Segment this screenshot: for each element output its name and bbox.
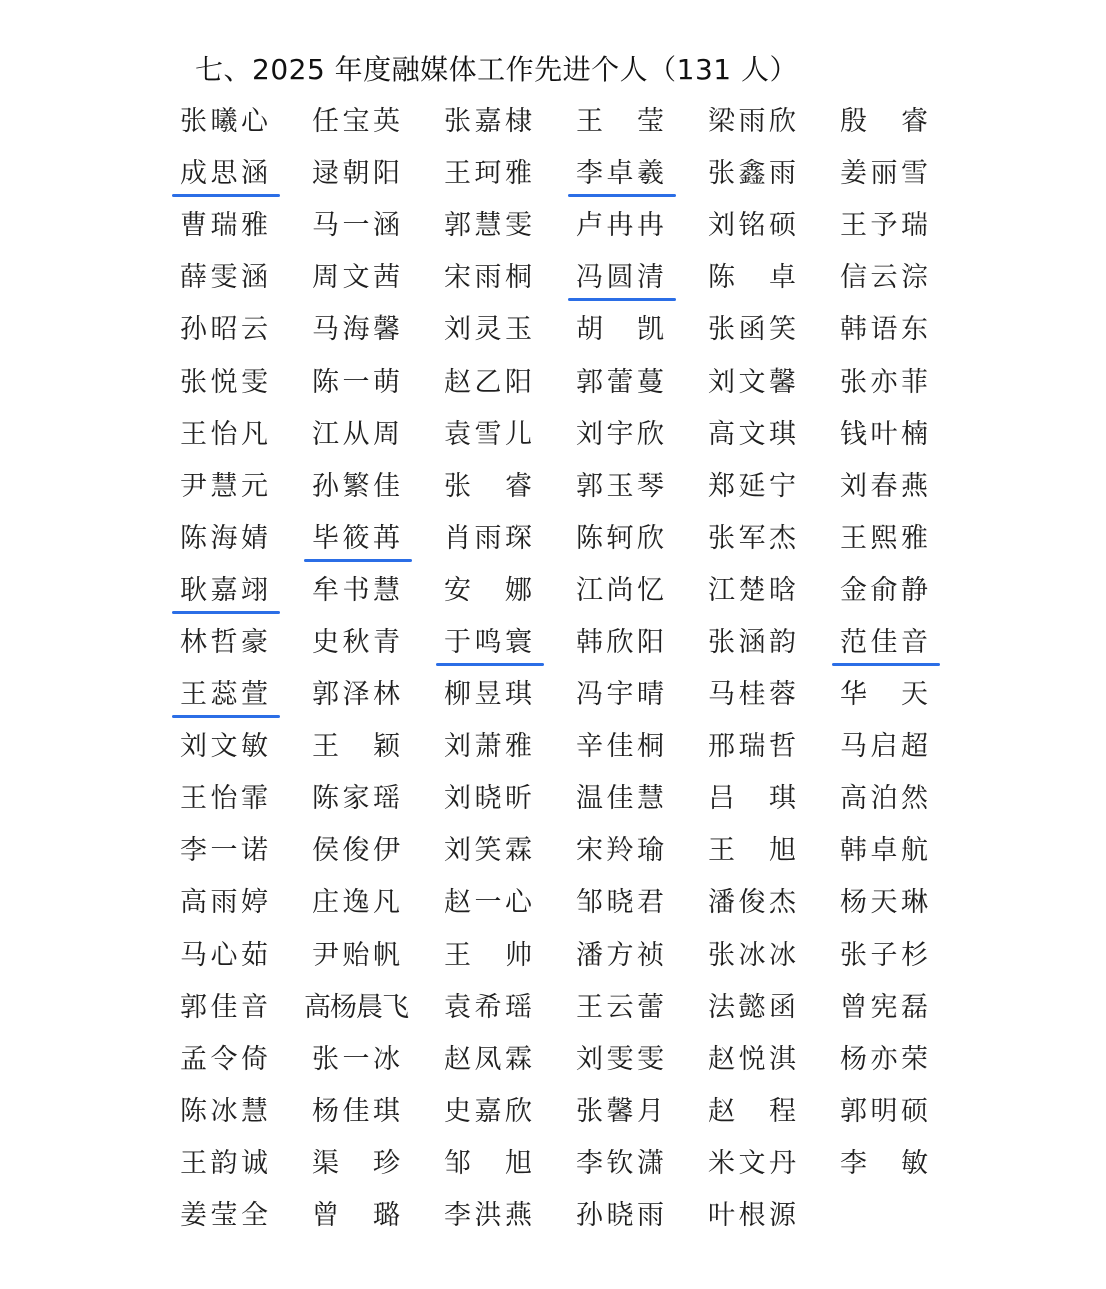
- person-name: 张鑫雨: [708, 158, 796, 190]
- person-name: 宋羚瑜: [576, 835, 664, 867]
- name-cell: [172, 565, 304, 617]
- person-name: 温佳慧: [576, 783, 664, 815]
- name-cell: [172, 1034, 304, 1086]
- name-cell: [568, 669, 700, 721]
- person-name: 王蕊萱: [180, 679, 268, 711]
- name-cell: [436, 1190, 568, 1242]
- person-name: 肖雨琛: [444, 522, 532, 554]
- person-name: 陈家瑶: [312, 783, 400, 815]
- name-cell: [436, 825, 568, 877]
- person-name: 尹贻帆: [312, 939, 400, 971]
- person-name: 刘春燕: [840, 470, 928, 502]
- person-name: 刘萧雅: [444, 731, 532, 763]
- name-cell: [832, 773, 952, 825]
- person-name: 刘雯雯: [576, 1043, 664, 1075]
- name-cell: [304, 96, 436, 148]
- person-name: 庄逸凡: [312, 887, 400, 919]
- name-cell: [700, 148, 832, 200]
- name-cell: [304, 513, 436, 565]
- person-name: 曾璐: [312, 1200, 400, 1232]
- name-cell: [568, 773, 700, 825]
- person-name: 邹旭: [444, 1147, 532, 1179]
- person-name: 江楚晗: [708, 574, 796, 606]
- name-cell: [436, 1034, 568, 1086]
- name-cell: [172, 200, 304, 252]
- person-name: 王珂雅: [444, 158, 532, 190]
- person-name: 马心茹: [180, 939, 268, 971]
- person-name: 韩语东: [840, 314, 928, 346]
- person-name: 宋雨桐: [444, 262, 532, 294]
- person-name: 李洪燕: [444, 1200, 532, 1232]
- person-name: 张馨月: [576, 1095, 664, 1127]
- person-name: 郭明硕: [840, 1095, 928, 1127]
- name-cell: [436, 356, 568, 408]
- person-name: 吕琪: [708, 783, 796, 815]
- person-name: 郭慧雯: [444, 210, 532, 242]
- person-name: 王熙雅: [840, 522, 928, 554]
- highlight-underline: [172, 611, 280, 614]
- person-name: 刘笑霖: [444, 835, 532, 867]
- person-name: 孙昭云: [180, 314, 268, 346]
- name-cell: [172, 1138, 304, 1190]
- highlight-underline: [568, 194, 676, 197]
- name-cell: [700, 461, 832, 513]
- name-cell: [832, 721, 952, 773]
- name-cell: [304, 356, 436, 408]
- name-cell: [436, 721, 568, 773]
- name-cell: [700, 1034, 832, 1086]
- person-name: 胡凯: [576, 314, 664, 346]
- name-cell: [568, 461, 700, 513]
- person-name: 潘俊杰: [708, 887, 796, 919]
- name-cell: [568, 930, 700, 982]
- name-cell: [700, 304, 832, 356]
- name-cell: [304, 200, 436, 252]
- person-name: 法懿函: [708, 991, 796, 1023]
- name-cell: [304, 1086, 436, 1138]
- name-cell: [832, 461, 952, 513]
- name-cell: [700, 773, 832, 825]
- person-name: 邢瑞哲: [708, 731, 796, 763]
- highlight-underline: [172, 715, 280, 718]
- name-cell: [436, 982, 568, 1034]
- person-name: 袁希瑶: [444, 991, 532, 1023]
- person-name: 张一冰: [312, 1043, 400, 1075]
- name-cell: [172, 304, 304, 356]
- name-cell: [568, 617, 700, 669]
- name-cell: [568, 304, 700, 356]
- person-name: 王怡凡: [180, 418, 268, 450]
- person-name: 殷睿: [840, 106, 928, 138]
- name-cell: [700, 565, 832, 617]
- person-name: 马桂蓉: [708, 679, 796, 711]
- person-name: 王莹: [576, 106, 664, 138]
- person-name: 赵凤霖: [444, 1043, 532, 1075]
- name-cell: [304, 669, 436, 721]
- name-cell: [832, 930, 952, 982]
- person-name: 钱叶楠: [840, 418, 928, 450]
- person-name: 杨佳琪: [312, 1095, 400, 1127]
- name-cell: [304, 773, 436, 825]
- document-title: 七、2025 年度融媒体工作先进个人（131 人）: [195, 53, 799, 86]
- person-name: 周文茜: [312, 262, 400, 294]
- person-name: 薛雯涵: [180, 262, 268, 294]
- name-cell: [172, 669, 304, 721]
- person-name: 侯俊伊: [312, 835, 400, 867]
- person-name: 辛佳桐: [576, 731, 664, 763]
- person-name: 孟令倚: [180, 1043, 268, 1075]
- person-name: 刘文馨: [708, 366, 796, 398]
- person-name: 牟书慧: [312, 574, 400, 606]
- name-cell: [568, 356, 700, 408]
- person-name: 刘晓昕: [444, 783, 532, 815]
- name-cell: [304, 409, 436, 461]
- person-name: 江从周: [312, 418, 400, 450]
- person-name: 陈海婧: [180, 522, 268, 554]
- person-name: 任宝英: [312, 106, 400, 138]
- name-cell: [172, 825, 304, 877]
- person-name: 刘文敏: [180, 731, 268, 763]
- person-name: 赵悦淇: [708, 1043, 796, 1075]
- person-name: 范佳音: [840, 626, 928, 658]
- name-cell: [172, 930, 304, 982]
- name-cell: [700, 513, 832, 565]
- person-name: 叶根源: [708, 1200, 796, 1232]
- person-name: 陈冰慧: [180, 1095, 268, 1127]
- person-name: 林哲豪: [180, 626, 268, 658]
- name-cell: [568, 1138, 700, 1190]
- name-cell: [172, 877, 304, 929]
- highlight-underline: [172, 194, 280, 197]
- highlight-underline: [304, 559, 412, 562]
- name-cell: [568, 252, 700, 304]
- person-name: 孙晓雨: [576, 1200, 664, 1232]
- person-name: 郭泽林: [312, 679, 400, 711]
- name-cell: [436, 565, 568, 617]
- highlight-underline: [568, 298, 676, 301]
- person-name: 高泊然: [840, 783, 928, 815]
- person-name: 王旭: [708, 835, 796, 867]
- person-name: 陈一萌: [312, 366, 400, 398]
- name-cell: [832, 96, 952, 148]
- name-cell: [436, 513, 568, 565]
- name-cell: [304, 252, 436, 304]
- person-name: 张子杉: [840, 939, 928, 971]
- name-cell: [700, 930, 832, 982]
- name-cell: [700, 617, 832, 669]
- person-name: 卢冉冉: [576, 210, 664, 242]
- person-name: 耿嘉翊: [180, 574, 268, 606]
- name-cell: [832, 148, 952, 200]
- person-name: 张涵韵: [708, 626, 796, 658]
- person-name: 华天: [840, 679, 928, 711]
- name-cell: [172, 773, 304, 825]
- name-cell: [304, 825, 436, 877]
- name-cell: [700, 982, 832, 1034]
- person-name: 马海馨: [312, 314, 400, 346]
- name-cell: [832, 356, 952, 408]
- name-cell: [832, 252, 952, 304]
- name-cell: [700, 669, 832, 721]
- name-cell: [832, 304, 952, 356]
- person-name: 柳昱琪: [444, 679, 532, 711]
- name-cell: [436, 930, 568, 982]
- person-name: 姜丽雪: [840, 158, 928, 190]
- name-cell: [436, 96, 568, 148]
- person-name: 张悦雯: [180, 366, 268, 398]
- name-cell: [304, 461, 436, 513]
- name-cell: [172, 461, 304, 513]
- name-cell: [436, 461, 568, 513]
- name-cell: [568, 1034, 700, 1086]
- person-name: 李敏: [840, 1147, 928, 1179]
- name-cell: [700, 825, 832, 877]
- person-name: 赵一心: [444, 887, 532, 919]
- person-name: 史嘉欣: [444, 1095, 532, 1127]
- person-name: 赵乙阳: [444, 366, 532, 398]
- person-name: 张亦菲: [840, 366, 928, 398]
- person-name: 陈卓: [708, 262, 796, 294]
- person-name: 杨天琳: [840, 887, 928, 919]
- name-cell: [832, 1138, 952, 1190]
- name-cell: [304, 877, 436, 929]
- name-cell: [568, 877, 700, 929]
- person-name: 郭佳音: [180, 991, 268, 1023]
- person-name: 郑延宁: [708, 470, 796, 502]
- name-cell: [436, 252, 568, 304]
- person-name: 刘灵玉: [444, 314, 532, 346]
- name-cell: [304, 1138, 436, 1190]
- name-cell: [832, 200, 952, 252]
- person-name: 王韵诚: [180, 1147, 268, 1179]
- person-name: 逯朝阳: [312, 158, 400, 190]
- person-name: 刘铭硕: [708, 210, 796, 242]
- highlight-underline: [436, 663, 544, 666]
- name-cell: [568, 825, 700, 877]
- name-cell: [436, 304, 568, 356]
- person-name: 杨亦荣: [840, 1043, 928, 1075]
- person-name: 史秋青: [312, 626, 400, 658]
- person-name: 冯宇晴: [576, 679, 664, 711]
- person-name: 赵程: [708, 1095, 796, 1127]
- name-cell: [832, 409, 952, 461]
- person-name: 潘方祯: [576, 939, 664, 971]
- name-cell: [700, 1086, 832, 1138]
- person-name: 江尚忆: [576, 574, 664, 606]
- name-cell: [832, 825, 952, 877]
- person-name: 渠珍: [312, 1147, 400, 1179]
- person-name: 刘宇欣: [576, 418, 664, 450]
- name-cell: [172, 148, 304, 200]
- name-cell: [700, 1190, 832, 1242]
- name-cell: [172, 356, 304, 408]
- person-name: 高雨婷: [180, 887, 268, 919]
- person-name: 王怡霏: [180, 783, 268, 815]
- person-name: 高文琪: [708, 418, 796, 450]
- person-name: 郭玉琴: [576, 470, 664, 502]
- person-name: 韩卓航: [840, 835, 928, 867]
- name-cell: [568, 982, 700, 1034]
- name-cell: [700, 200, 832, 252]
- person-name: 张函笑: [708, 314, 796, 346]
- person-name: 李一诺: [180, 835, 268, 867]
- name-cell: [832, 617, 952, 669]
- name-cell: [436, 773, 568, 825]
- name-cell: [436, 617, 568, 669]
- name-cell: [568, 513, 700, 565]
- person-name: 郭蕾蔓: [576, 366, 664, 398]
- name-cell: [172, 1190, 304, 1242]
- person-name: 张嘉棣: [444, 106, 532, 138]
- name-cell: [304, 1034, 436, 1086]
- highlight-underline: [832, 663, 940, 666]
- name-cell: [172, 513, 304, 565]
- person-name: 米文丹: [708, 1147, 796, 1179]
- person-name: 马一涵: [312, 210, 400, 242]
- name-cell: [568, 565, 700, 617]
- person-name: 金俞静: [840, 574, 928, 606]
- name-cell: [304, 982, 436, 1034]
- person-name: 张曦心: [180, 106, 268, 138]
- name-cell: [700, 356, 832, 408]
- name-cell: [172, 1086, 304, 1138]
- person-name: 李卓羲: [576, 158, 664, 190]
- person-name: 孙繁佳: [312, 470, 400, 502]
- name-cell: [700, 1138, 832, 1190]
- person-name: 王予瑞: [840, 210, 928, 242]
- person-name: 陈轲欣: [576, 522, 664, 554]
- name-cell: [568, 148, 700, 200]
- name-cell: [568, 200, 700, 252]
- person-name: 安娜: [444, 574, 532, 606]
- name-cell: [436, 877, 568, 929]
- name-cell: [304, 304, 436, 356]
- name-cell: [832, 982, 952, 1034]
- person-name: 梁雨欣: [708, 106, 796, 138]
- person-name: 冯圆清: [576, 262, 664, 294]
- name-cell: [700, 96, 832, 148]
- name-cell: [172, 617, 304, 669]
- person-name: 张冰冰: [708, 939, 796, 971]
- name-cell: [436, 669, 568, 721]
- name-cell: [568, 1086, 700, 1138]
- person-name: 李钦潇: [576, 1147, 664, 1179]
- name-cell: [436, 148, 568, 200]
- name-cell: [304, 148, 436, 200]
- name-cell: [436, 409, 568, 461]
- person-name: 信云淙: [840, 262, 928, 294]
- name-cell: [304, 721, 436, 773]
- person-name: 张睿: [444, 470, 532, 502]
- name-cell: [568, 721, 700, 773]
- name-cell: [832, 877, 952, 929]
- name-cell: [568, 96, 700, 148]
- name-cell: [436, 200, 568, 252]
- name-cell: [568, 409, 700, 461]
- person-name: 邹晓君: [576, 887, 664, 919]
- name-list: [172, 96, 952, 1242]
- name-cell: [568, 1190, 700, 1242]
- person-name: 王帅: [444, 939, 532, 971]
- name-cell: [700, 252, 832, 304]
- name-cell: [700, 409, 832, 461]
- name-cell: [304, 1190, 436, 1242]
- name-cell: [304, 930, 436, 982]
- person-name: 张军杰: [708, 522, 796, 554]
- name-cell: [304, 565, 436, 617]
- name-cell: [172, 252, 304, 304]
- name-cell: [832, 1086, 952, 1138]
- person-name: 姜莹全: [180, 1200, 268, 1232]
- person-name: 王颖: [312, 731, 400, 763]
- person-name: 马启超: [840, 731, 928, 763]
- name-cell: [172, 409, 304, 461]
- person-name: 曾宪磊: [840, 991, 928, 1023]
- name-cell: [832, 513, 952, 565]
- person-name: 成思涵: [180, 158, 268, 190]
- name-cell: [172, 96, 304, 148]
- name-cell: [700, 721, 832, 773]
- person-name: 韩欣阳: [576, 626, 664, 658]
- name-cell: [436, 1138, 568, 1190]
- name-cell: [172, 721, 304, 773]
- name-cell: [832, 565, 952, 617]
- name-cell: [832, 1034, 952, 1086]
- person-name: 高杨晨飞: [304, 991, 408, 1023]
- person-name: 王云蕾: [576, 991, 664, 1023]
- person-name: 曹瑞雅: [180, 210, 268, 242]
- person-name: 于鸣寰: [444, 626, 532, 658]
- person-name: 毕筱苒: [312, 522, 400, 554]
- person-name: 尹慧元: [180, 470, 268, 502]
- person-name: 袁雪儿: [444, 418, 532, 450]
- name-cell: [172, 982, 304, 1034]
- name-cell: [304, 617, 436, 669]
- name-cell: [832, 669, 952, 721]
- name-cell: [700, 877, 832, 929]
- name-cell: [436, 1086, 568, 1138]
